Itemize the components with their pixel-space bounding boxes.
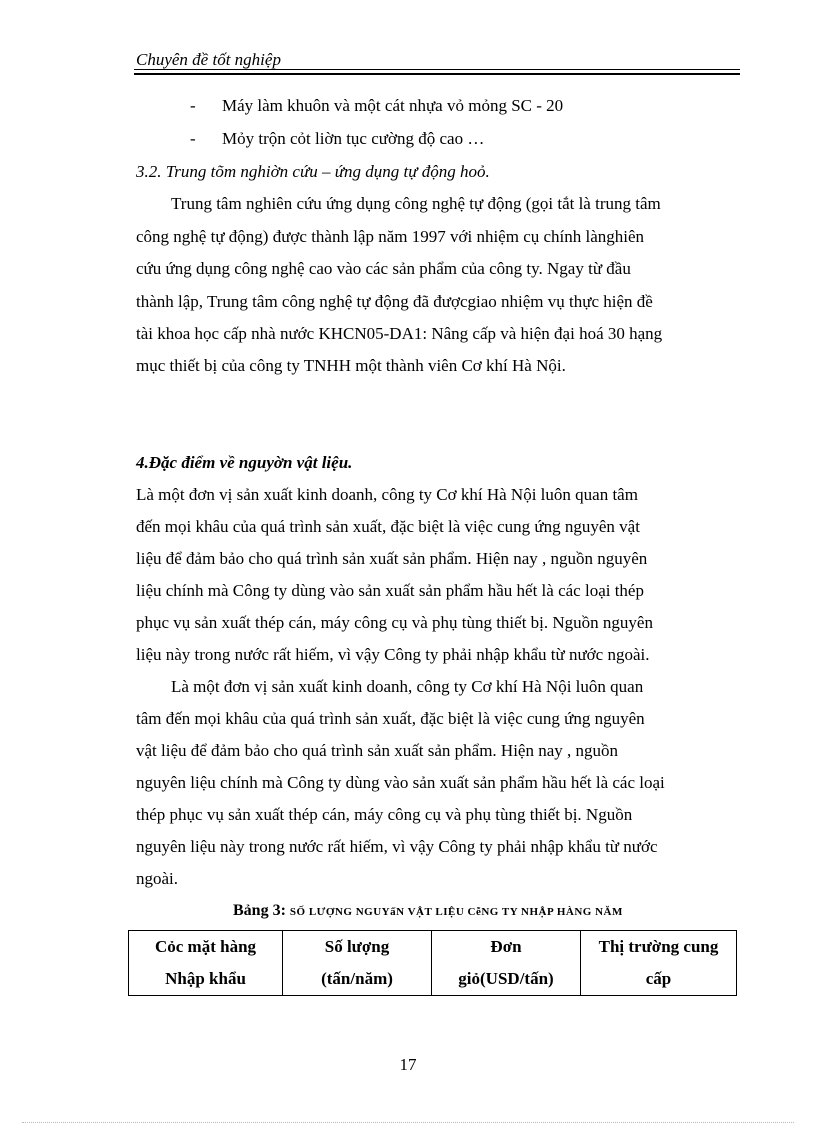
paragraph-line: Trung tâm nghiên cứu ứng dụng công nghệ tự động (gọi tắt là trung tâm (171, 194, 661, 213)
bullet-marker: - (190, 96, 196, 115)
bullet-marker: - (190, 129, 196, 148)
paragraph-line: cứu ứng dụng công nghệ cao vào các sản phẩm của công ty. Ngay từ đầu (136, 259, 631, 278)
paragraph-line: tài khoa học cấp nhà nước KHCN05-DA1: Nâng cấp và hiện đại hoá 30 hạng (136, 324, 663, 343)
header-title: Chuyên đề tốt nghiệp (136, 50, 281, 69)
header-line: cấp (645, 969, 672, 988)
paragraph-line: ngoài. (136, 869, 179, 888)
header-rule-thick (134, 73, 740, 75)
header-line: Đơn (490, 937, 522, 956)
bullet-text: Máy làm khuôn và một cát nhựa vỏ mỏng SC - 20 (222, 96, 564, 115)
paragraph-line: nguyên liệu chính mà Công ty dùng vào sản xuất sản phẩm hầu hết là các loại (136, 773, 665, 792)
table-caption-label: Bảng 3: (233, 902, 286, 919)
section-4-heading: 4.Đặc điểm về nguyờn vật liệu. (136, 453, 353, 472)
page-number: 17 (399, 1055, 417, 1074)
header-line: Cỏc mặt hàng (154, 937, 257, 956)
paragraph-line: thép phục vụ sản xuất thép cán, máy công cụ và phụ tùng thiết bị. Nguồn (136, 805, 633, 824)
paragraph-line: liệu để đảm bảo cho quá trình sản xuất sản phẩm. Hiện nay , nguồn nguyên (136, 549, 648, 568)
header-line: Thị trường cung (598, 937, 719, 956)
paragraph-line: liệu này trong nước rất hiếm, vì vậy Công ty phải nhập khẩu từ nước ngoài. (136, 645, 650, 664)
bullet-item (190, 96, 563, 116)
header-line: giỏ(USD/tấn) (458, 969, 554, 988)
table-header-cell (432, 931, 581, 996)
section-3-2-heading: 3.2. Trung tõm nghiờn cứu – ứng dụng tự động hoỏ. (136, 162, 490, 181)
paragraph-line: Là một đơn vị sản xuất kinh doanh, công ty Cơ khí Hà Nội luôn quan tâm (136, 485, 638, 504)
paragraph-line: vật liệu để đảm bảo cho quá trình sản xuất sản phẩm. Hiện nay , nguồn (136, 741, 619, 760)
table-header-row (129, 931, 737, 996)
paragraph-line: mục thiết bị của công ty TNHH một thành viên Cơ khí Hà Nội. (136, 356, 566, 375)
table-header-cell (129, 931, 283, 996)
paragraph-line: thành lập, Trung tâm công nghệ tự động đã đượcgiao nhiệm vụ thực hiện đề (136, 292, 653, 311)
table-caption (233, 902, 623, 920)
paragraph-line: đến mọi khâu của quá trình sản xuất, đặc biệt là việc cung ứng nguyên vật (136, 517, 640, 536)
paragraph-line: phục vụ sản xuất thép cán, máy công cụ và phụ tùng thiết bị. Nguồn nguyên (136, 613, 653, 632)
table-header-cell (581, 931, 737, 996)
paragraph-line: tâm đến mọi khâu của quá trình sản xuất, đặc biệt là việc cung ứng nguyên (136, 709, 645, 728)
bullet-text: Mỏy trộn cỏt liờn tục cường độ cao … (222, 129, 485, 148)
header-rule-thin (134, 69, 740, 70)
bullet-item (190, 129, 484, 149)
paragraph-line: nguyên liệu này trong nước rất hiếm, vì vậy Công ty phải nhập khẩu từ nước (136, 837, 658, 856)
header-line: Số lượng (324, 937, 390, 956)
table-caption-text: SỐ LƯỢNG NGUYấN VẬT LIỆU CễNG TY NHẬP HÀNG NĂM (289, 906, 623, 918)
header-line: (tấn/năm) (321, 969, 393, 988)
paragraph-line: công nghệ tự động) được thành lập năm 1997 với nhiệm cụ chính lànghiên (136, 227, 645, 246)
materials-table (128, 930, 737, 996)
paragraph-line: liệu chính mà Công ty dùng vào sản xuất sản phẩm hầu hết là các loại thép (136, 581, 644, 600)
paragraph-line: Là một đơn vị sản xuất kinh doanh, công ty Cơ khí Hà Nội luôn quan (171, 677, 644, 696)
table-header-cell (283, 931, 432, 996)
header-line: Nhập khẩu (165, 969, 246, 988)
